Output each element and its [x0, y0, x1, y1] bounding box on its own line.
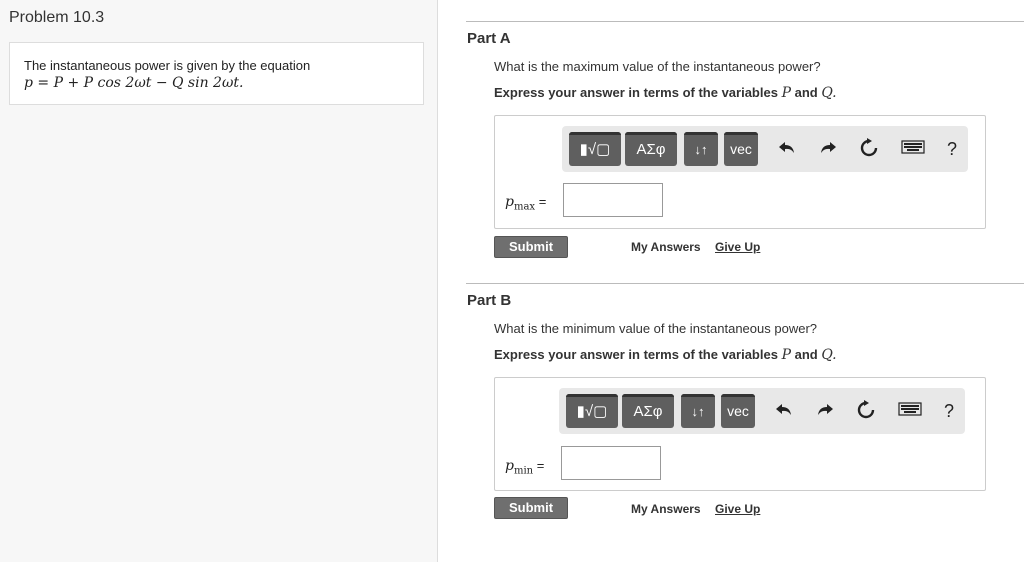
answer-label: $p_{min}$ = [505, 458, 545, 477]
answer-label: $p_{max}$ = [505, 194, 547, 213]
instruction-prefix: Express your answer in terms of the variables [494, 85, 778, 100]
instruction-and: and [794, 347, 818, 362]
math-toolbar [562, 126, 968, 172]
give-up-link[interactable]: Give Up [715, 240, 761, 254]
reset-icon[interactable] [855, 400, 877, 422]
instruction-text [494, 347, 837, 363]
give-up-link[interactable]: Give Up [715, 502, 761, 516]
variable-p: P [781, 347, 791, 363]
part-divider [466, 21, 1024, 22]
answer-input[interactable] [563, 183, 663, 217]
submit-button[interactable]: Submit [494, 236, 568, 258]
help-icon[interactable]: ? [946, 139, 957, 159]
help-icon[interactable]: ? [943, 401, 954, 421]
undo-icon[interactable] [776, 138, 798, 160]
part-b [466, 283, 1024, 543]
keyboard-icon[interactable] [900, 138, 926, 160]
question-text: What is the minimum value of the instantaneous power? [494, 321, 818, 336]
problem-statement [9, 42, 424, 105]
part-divider [466, 283, 1024, 284]
greek-symbols-button[interactable]: ΑΣφ [625, 132, 677, 166]
instruction-prefix: Express your answer in terms of the variables [494, 347, 778, 362]
math-toolbar [559, 388, 965, 434]
greek-symbols-button[interactable]: ΑΣφ [622, 394, 674, 428]
arrows-button[interactable]: ↓↑ [681, 394, 715, 428]
submit-button[interactable]: Submit [494, 497, 568, 519]
variable-q: Q. [821, 347, 837, 363]
undo-icon[interactable] [773, 400, 795, 422]
vector-button[interactable]: vec [721, 394, 755, 428]
problem-title: Problem 10.3 [9, 9, 105, 26]
my-answers-link[interactable]: My Answers [631, 502, 701, 516]
arrows-button[interactable]: ↓↑ [684, 132, 718, 166]
answer-input[interactable] [561, 446, 661, 480]
part-a [466, 21, 1024, 276]
variable-q: Q. [821, 85, 837, 101]
templates-button[interactable]: ▮√▢ [569, 132, 621, 166]
answer-box [494, 115, 986, 229]
keyboard-icon[interactable] [897, 400, 923, 422]
redo-icon[interactable] [817, 138, 839, 160]
power-equation: p = P + P cos 2ωt − Q sin 2ωt. [24, 75, 244, 91]
question-text: What is the maximum value of the instantaneous power? [494, 59, 821, 74]
variable-p: P [781, 85, 791, 101]
instruction-and: and [794, 85, 818, 100]
vector-button[interactable]: vec [724, 132, 758, 166]
problem-panel [0, 0, 438, 562]
instruction-text [494, 85, 837, 101]
answer-box [494, 377, 986, 491]
part-title: Part A [467, 30, 511, 47]
part-title: Part B [467, 292, 512, 309]
redo-icon[interactable] [814, 400, 836, 422]
statement-text: The instantaneous power is given by the equation [24, 58, 311, 73]
my-answers-link[interactable]: My Answers [631, 240, 701, 254]
reset-icon[interactable] [858, 138, 880, 160]
templates-button[interactable]: ▮√▢ [566, 394, 618, 428]
